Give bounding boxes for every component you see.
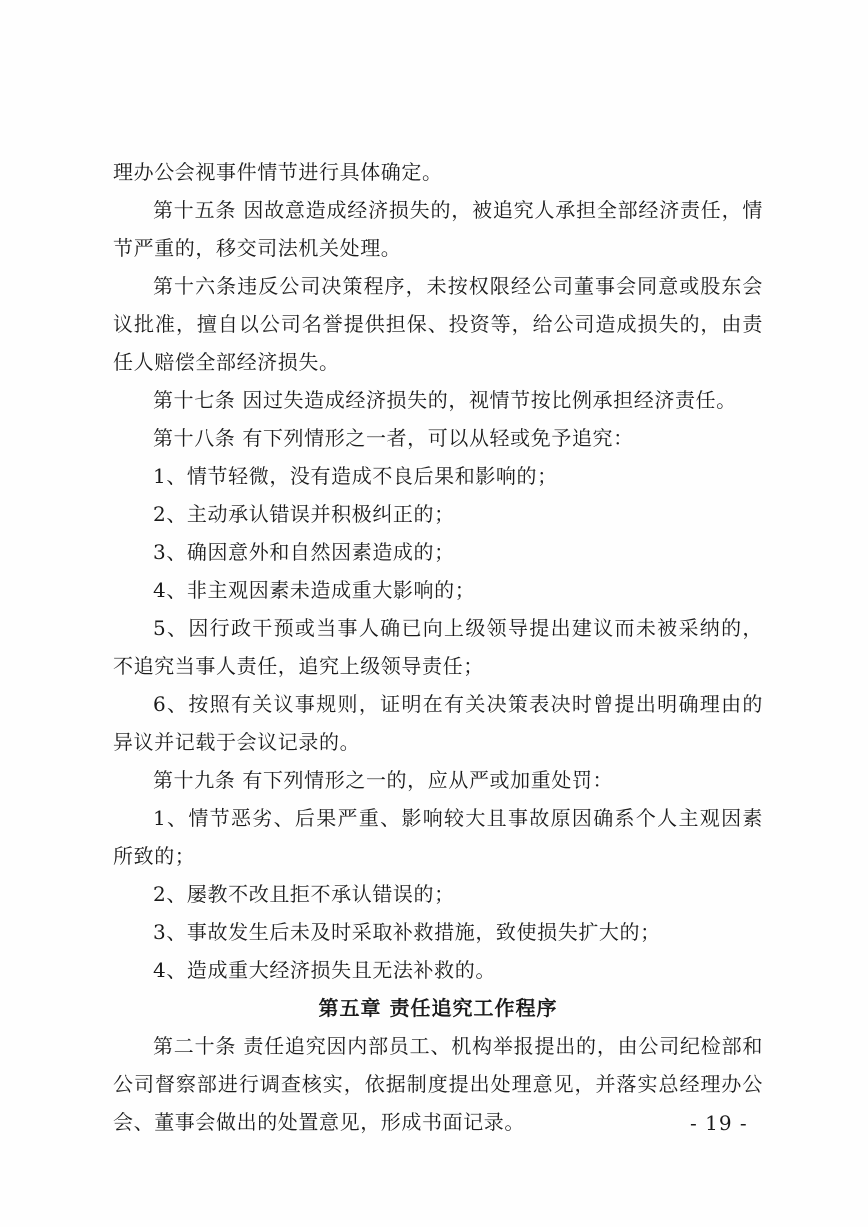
article-18-item-4: 4、非主观因素未造成重大影响的；	[153, 578, 476, 602]
chapter-title: 第五章 责任追究工作程序	[318, 996, 558, 1020]
article-19-item-1: 1、情节恶劣、后果严重、影响较大且事故原因确系个人主观因素所致的；	[113, 806, 763, 868]
article-15: 第十五条 因故意造成经济损失的，被追究人承担全部经济责任，情节严重的，移交司法机关处理。	[113, 198, 763, 260]
article-19-item-3: 3、事故发生后未及时采取补救措施，致使损失扩大的；	[153, 920, 661, 944]
article-18-item-1: 1、情节轻微，没有造成不良后果和影响的；	[153, 464, 558, 488]
article-18-item-3: 3、确因意外和自然因素造成的；	[153, 540, 455, 564]
article-17: 第十七条 因过失造成经济损失的，视情节按比例承担经济责任。	[153, 388, 737, 412]
article-20: 第二十条 责任追究因内部员工、机构举报提出的，由公司纪检部和公司督察部进行调查核实，依据制度提出处理意见，并落实总经理办公会、董事会做出的处置意见，形成书面记录。	[113, 1034, 763, 1134]
article-18-item-5: 5、因行政干预或当事人确已向上级领导提出建议而未被采纳的，不追究当事人责任，追究上级领导责任；	[113, 616, 763, 678]
paragraph-continuation: 理办公会视事件情节进行具体确定。	[113, 160, 443, 184]
article-18-item-6: 6、按照有关议事规则，证明在有关决策表决时曾提出明确理由的异议并记载于会议记录的。	[113, 692, 763, 754]
article-18: 第十八条 有下列情形之一者，可以从轻或免予追究：	[153, 426, 634, 450]
page-number: - 19 -	[690, 1111, 748, 1135]
article-16: 第十六条违反公司决策程序，未按权限经公司董事会同意或股东会议批准，擅自以公司名誉提供担保、投资等，给公司造成损失的，由责任人赔偿全部经济损失。	[113, 274, 763, 374]
document-body	[113, 153, 763, 1141]
article-19: 第十九条 有下列情形之一的，应从严或加重处罚：	[153, 768, 614, 792]
article-19-item-4: 4、造成重大经济损失且无法补救的。	[153, 958, 496, 982]
article-19-item-2: 2、屡教不改且拒不承认错误的；	[153, 882, 455, 906]
article-18-item-2: 2、主动承认错误并积极纠正的；	[153, 502, 455, 526]
